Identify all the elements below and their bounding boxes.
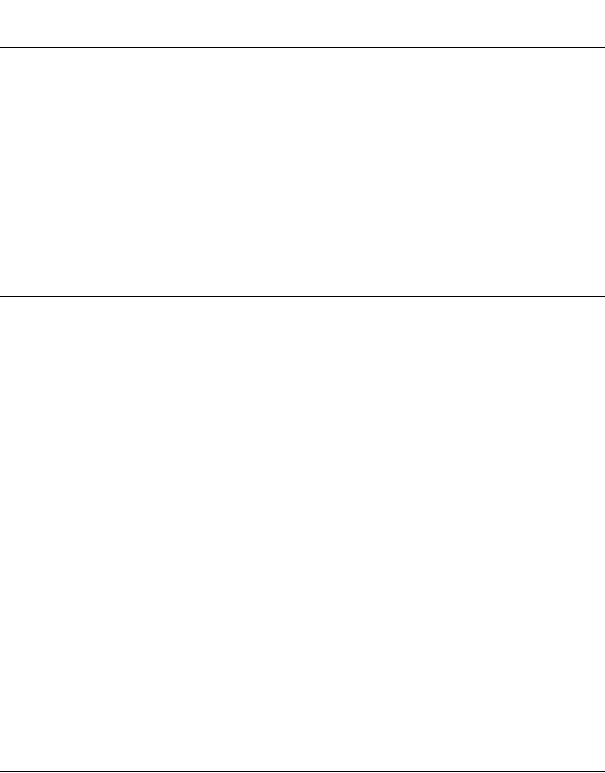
table-header	[0, 4, 605, 38]
rule-bottom	[0, 771, 605, 772]
rule-top	[0, 47, 605, 48]
rule-middle	[0, 296, 605, 297]
